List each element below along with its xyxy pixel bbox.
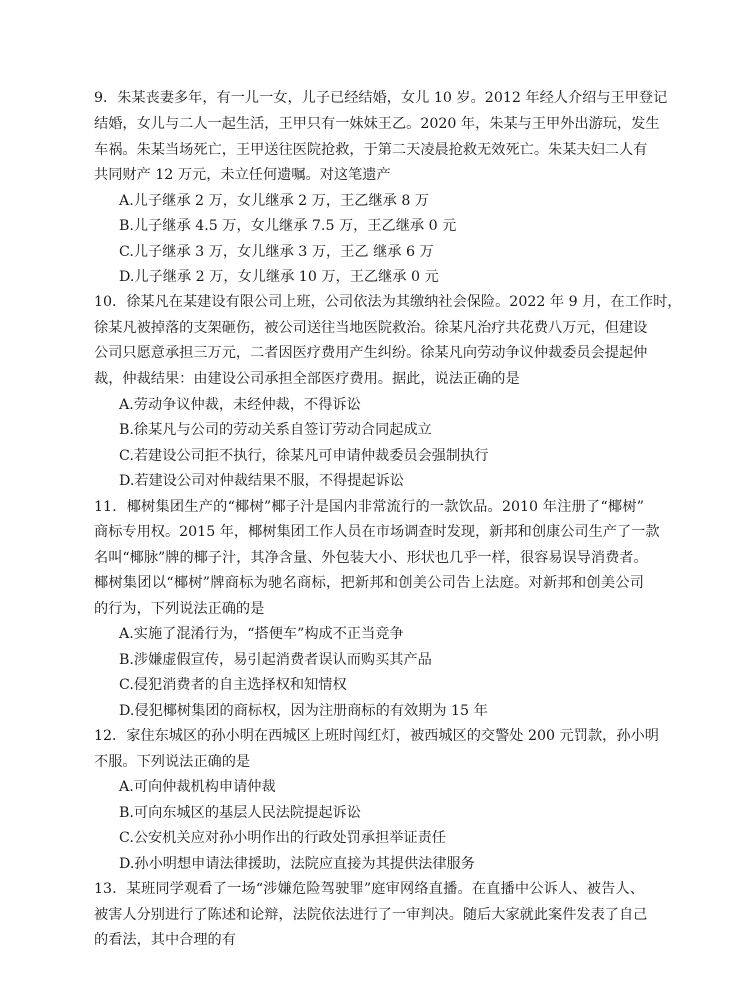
question-11-stem-line-5: 的行为，下列说法正确的是 (94, 601, 265, 617)
question-10-option-d: D.若建设公司对仲裁结果不服，不得提起诉讼 (119, 473, 404, 489)
question-10-stem-line-1: 10．徐某凡在某建设有限公司上班，公司依法为其缴纳社会保险。2022 年 9 月，在工作时， (94, 294, 682, 310)
question-13-stem-line-2: 被害人分别进行了陈述和论辩，法院依法进行了一审判决。随后大家就此案件发表了自己 (94, 907, 648, 923)
question-10-stem-line-2: 徐某凡被掉落的支架砸伤，被公司送往当地医院救治。徐某凡治疗共花费八万元，但建设 (94, 320, 648, 336)
question-12-option-c: C.公安机关应对孙小明作出的行政处罚承担举证责任 (119, 830, 446, 846)
question-9-stem-line-4: 共同财产 12 万元，未立任何遗嘱。对这笔遗产 (94, 167, 391, 183)
question-12-stem-line-1: 12．家住东城区的孙小明在西城区上班时闯红灯，被西城区的交警处 200 元罚款，孙小明 (94, 728, 659, 744)
question-9-option-a: A.儿子继承 2 万，女儿继承 2 万，王乙继承 8 万 (119, 193, 430, 209)
question-10-option-b: B.徐某凡与公司的劳动关系自签订劳动合同起成立 (119, 422, 432, 438)
question-10-option-a: A.劳动争议仲裁，未经仲裁，不得诉讼 (119, 397, 361, 413)
question-11-stem-line-4: 椰树集团以“椰树”牌商标为驰名商标，把新邦和创美公司告上法庭。对新邦和创美公司 (94, 575, 644, 591)
question-13-stem-line-3: 的看法，其中合理的有 (94, 932, 236, 948)
question-9-stem-line-2: 结婚，女儿与二人一起生活，王甲只有一妹妹王乙。2020 年，朱某与王甲外出游玩，发生 (94, 116, 660, 132)
question-11-option-b: B.涉嫌虚假宣传，易引起消费者误认而购买其产品 (119, 652, 432, 668)
question-11-option-c: C.侵犯消费者的自主选择权和知情权 (119, 677, 347, 693)
question-10-option-c: C.若建设公司拒不执行，徐某凡可申请仲裁委员会强制执行 (119, 448, 489, 464)
question-13-stem-line-1: 13．某班同学观看了一场“涉嫌危险驾驶罪”庭审网络直播。在直播中公诉人、被告人、 (94, 881, 644, 897)
question-11-stem-line-3: 名叫“椰脉”牌的椰子汁，其净含量、外包装大小、形状也几乎一样，很容易误导消费者。 (94, 550, 648, 566)
question-11-option-a: A.实施了混淆行为，“搭便车”构成不正当竞争 (119, 626, 404, 642)
question-11-option-d: D.侵犯椰树集团的商标权，因为注册商标的有效期为 15 年 (119, 703, 488, 719)
question-11-stem-line-1: 11．椰树集团生产的“椰树”椰子汁是国内非常流行的一款饮品。2010 年注册了“椰树” (94, 499, 644, 515)
question-10-stem-line-4: 裁，仲裁结果：由建设公司承担全部医疗费用。据此，说法正确的是 (94, 371, 520, 387)
question-10-stem-line-3: 公司只愿意承担三万元，二者因医疗费用产生纠纷。徐某凡向劳动争议仲裁委员会提起仲 (94, 345, 648, 361)
question-12-option-b: B.可向东城区的基层人民法院提起诉讼 (119, 805, 361, 821)
question-9-option-c: C.儿子继承 3 万，女儿继承 3 万，王乙 继承 6 万 (119, 244, 434, 260)
question-9-option-b: B.儿子继承 4.5 万，女儿继承 7.5 万，王乙继承 0 元 (119, 218, 457, 234)
question-12-option-a: A.可向仲裁机构申请仲裁 (119, 779, 276, 795)
question-9-option-d: D.儿子继承 2 万，女儿继承 10 万，王乙继承 0 元 (119, 269, 439, 285)
question-12-stem-line-2: 不服。下列说法正确的是 (94, 754, 251, 770)
question-12-option-d: D.孙小明想申请法律援助，法院应直接为其提供法律服务 (119, 856, 475, 872)
question-11-stem-line-2: 商标专用权。2015 年，椰树集团工作人员在市场调查时发现，新邦和创康公司生产了一款 (94, 524, 660, 540)
question-9-stem-line-1: 9．朱某丧妻多年，有一儿一女，儿子已经结婚，女儿 10 岁。2012 年经人介绍与王甲登记 (94, 90, 668, 106)
question-9-stem-line-3: 车祸。朱某当场死亡，王甲送往医院抢救，于第二天凌晨抢救无效死亡。朱某夫妇二人有 (94, 142, 648, 158)
